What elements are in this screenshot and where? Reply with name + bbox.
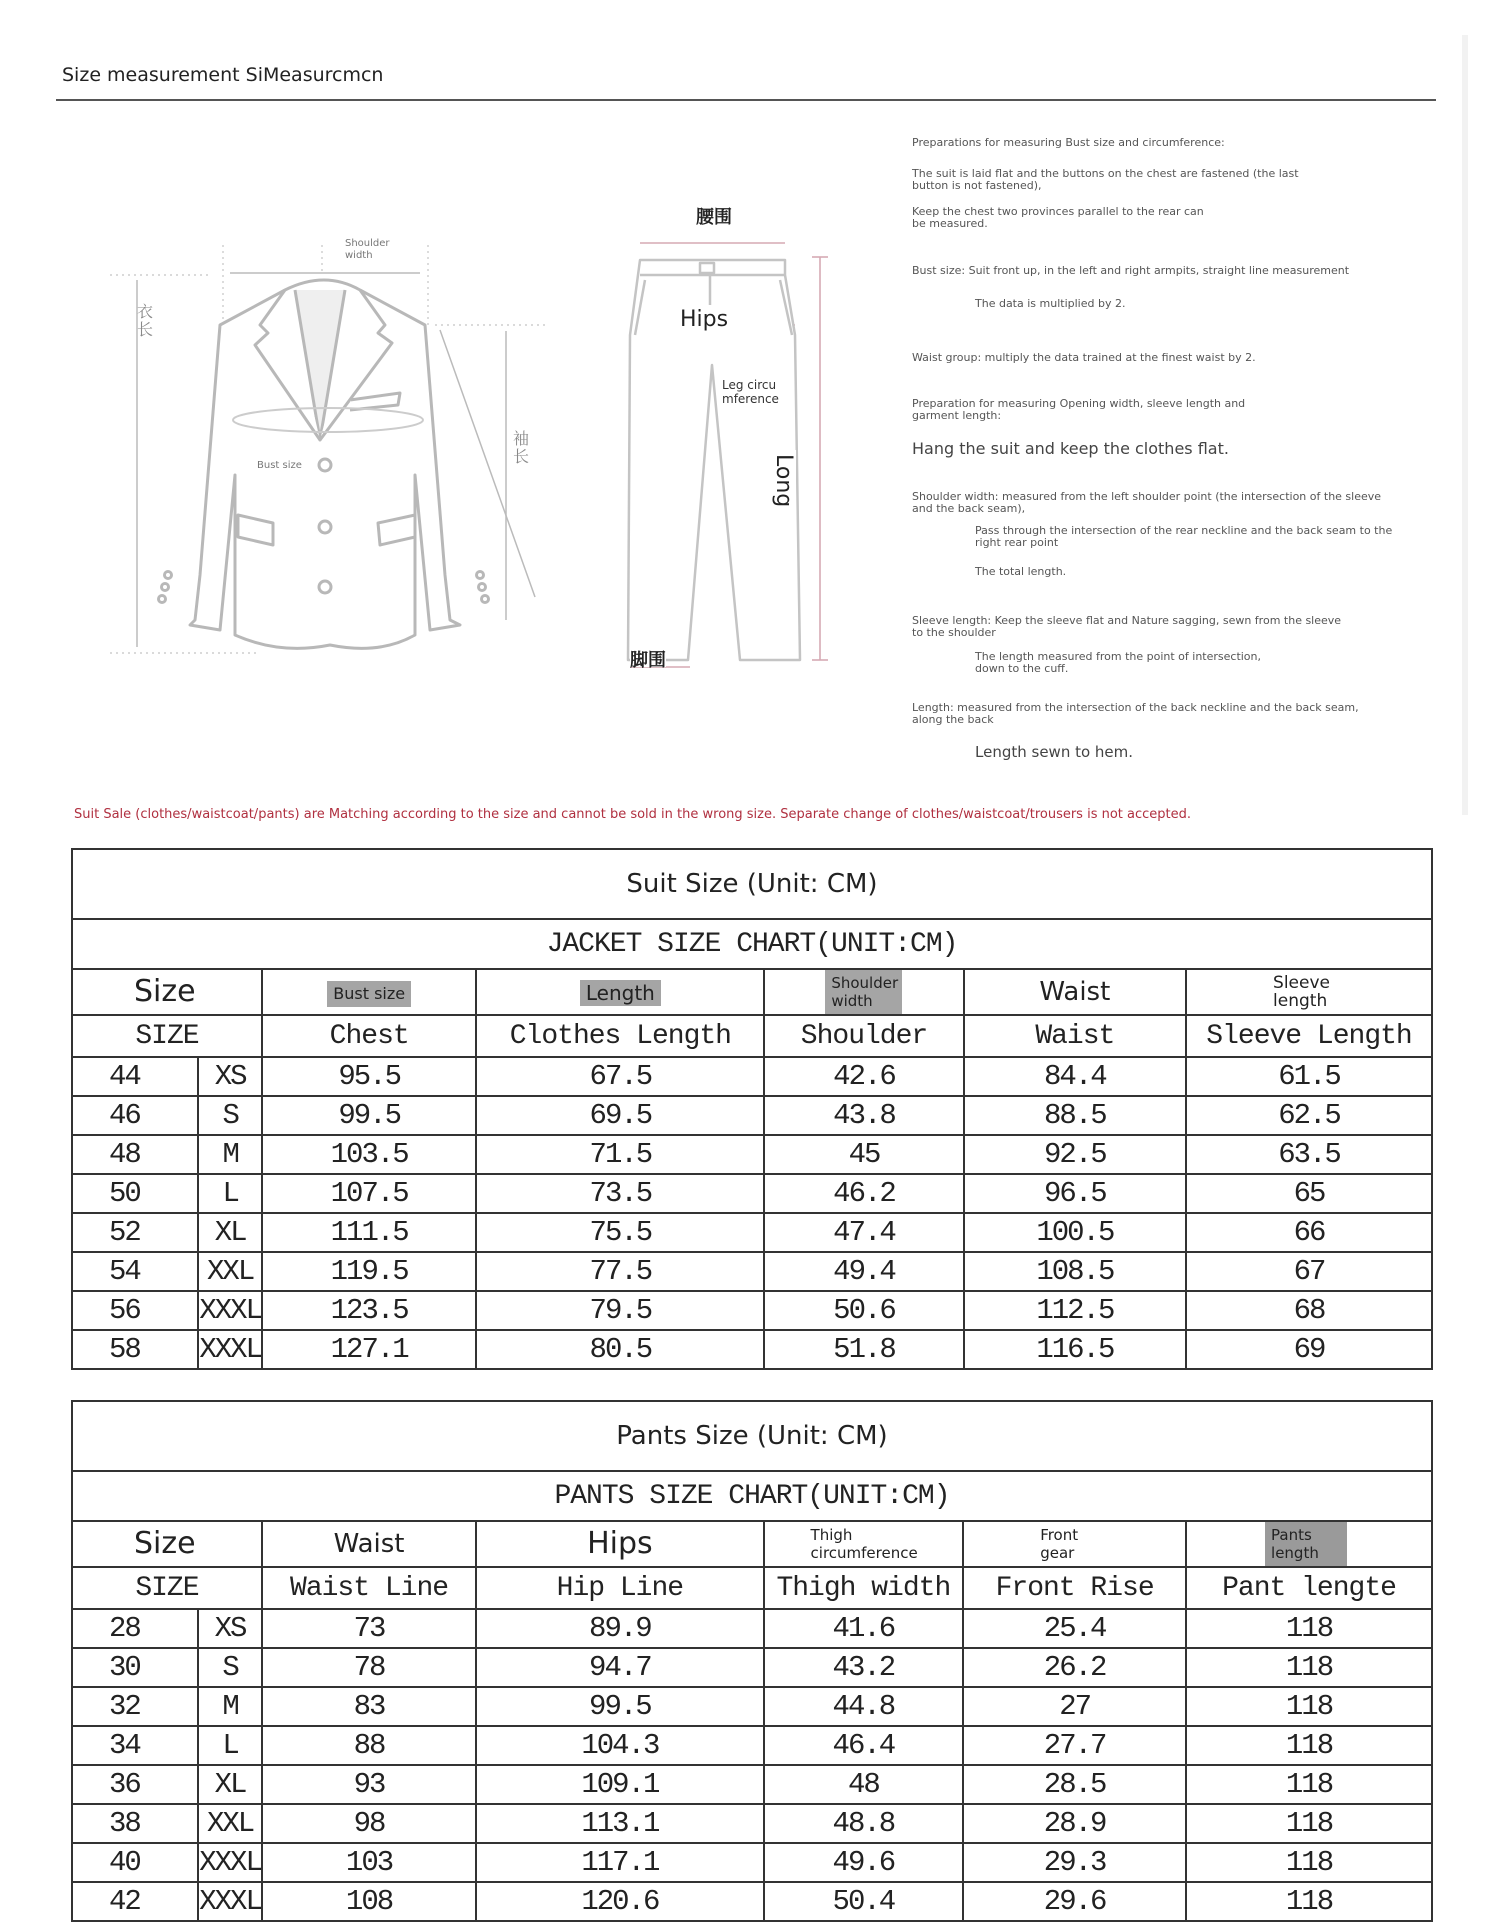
table-cell: M — [198, 1135, 262, 1174]
table-cell: 48 — [764, 1765, 964, 1804]
pants-illustration — [600, 215, 840, 685]
table-row — [72, 1765, 1432, 1804]
table-row — [72, 1804, 1432, 1843]
table-cell: 45 — [764, 1135, 963, 1174]
header-divider — [56, 99, 1436, 101]
table-cell: XL — [198, 1213, 262, 1252]
table-cell: XS — [198, 1057, 262, 1096]
header-sleeve-length: Sleeve Length — [1186, 1015, 1432, 1057]
table-cell: 68 — [1186, 1291, 1432, 1330]
pants-size-table — [71, 1400, 1433, 1922]
table-cell: 73.5 — [476, 1174, 764, 1213]
table-cell: 118 — [1186, 1882, 1432, 1921]
table-cell: 43.8 — [764, 1096, 963, 1135]
table-cell: 118 — [1186, 1726, 1432, 1765]
label-pants-length: Pants length — [1265, 1522, 1347, 1566]
jacket-header-row — [72, 1015, 1432, 1057]
table-cell: 103.5 — [262, 1135, 476, 1174]
table-cell: 108 — [262, 1882, 476, 1921]
table-row — [72, 1609, 1432, 1648]
instruction-14: Length: measured from the intersection of the back neckline and the back seam, along the back — [912, 701, 1359, 726]
table-cell: 100.5 — [964, 1213, 1186, 1252]
table-cell: 71.5 — [476, 1135, 764, 1174]
table-cell: 42.6 — [764, 1057, 963, 1096]
table-row — [72, 1291, 1432, 1330]
label-bust: Bust size — [327, 981, 411, 1007]
table-cell: 52 — [72, 1213, 198, 1252]
table-cell: 119.5 — [262, 1252, 476, 1291]
table-cell: 67 — [1186, 1252, 1432, 1291]
table-cell: 42 — [72, 1882, 198, 1921]
table-cell: 50 — [72, 1174, 198, 1213]
header-pant-length: Pant lengte — [1186, 1567, 1432, 1609]
table-cell: 69.5 — [476, 1096, 764, 1135]
table-cell: 118 — [1186, 1687, 1432, 1726]
table-cell: XXL — [198, 1804, 262, 1843]
table-cell: 27.7 — [963, 1726, 1186, 1765]
table-cell: 99.5 — [262, 1096, 476, 1135]
table-cell: 65 — [1186, 1174, 1432, 1213]
instruction-8: Hang the suit and keep the clothes flat. — [912, 439, 1229, 458]
table-cell: 123.5 — [262, 1291, 476, 1330]
table-cell: 75.5 — [476, 1213, 764, 1252]
table-cell: 118 — [1186, 1609, 1432, 1648]
table-cell: 61.5 — [1186, 1057, 1432, 1096]
instruction-11: The total length. — [975, 565, 1067, 578]
table-cell: 43.2 — [764, 1648, 964, 1687]
table-cell: 113.1 — [476, 1804, 763, 1843]
table-cell: 63.5 — [1186, 1135, 1432, 1174]
long-label: Long — [771, 450, 796, 511]
table-row — [72, 1882, 1432, 1921]
label-thigh: Thigh circumference — [810, 1526, 918, 1562]
table-cell: 26.2 — [963, 1648, 1186, 1687]
table-cell: 27 — [963, 1687, 1186, 1726]
table-cell: L — [198, 1174, 262, 1213]
table-cell: 88 — [262, 1726, 476, 1765]
page-title: Size measurement SiMeasurcmcn — [62, 64, 384, 86]
table-row — [72, 1843, 1432, 1882]
table-cell: 46.2 — [764, 1174, 963, 1213]
header-size: SIZE — [72, 1015, 262, 1057]
header-shoulder: Shoulder — [764, 1015, 963, 1057]
table-cell: 118 — [1186, 1804, 1432, 1843]
table-cell: 50.4 — [764, 1882, 964, 1921]
table-cell: 73 — [262, 1609, 476, 1648]
table-row — [72, 1057, 1432, 1096]
table-row — [72, 1687, 1432, 1726]
table-cell: 38 — [72, 1804, 198, 1843]
table-cell: 78 — [262, 1648, 476, 1687]
label-length: Length — [580, 980, 661, 1006]
table-cell: XXXL — [198, 1330, 262, 1369]
table-cell: 49.6 — [764, 1843, 964, 1882]
table-cell: 84.4 — [964, 1057, 1186, 1096]
table-cell: XXXL — [198, 1291, 262, 1330]
table-subtitle: JACKET SIZE CHART(UNIT:CM) — [72, 919, 1432, 969]
header-hip-line: Hip Line — [476, 1567, 763, 1609]
instruction-9: Shoulder width: measured from the left shoulder point (the intersection of the sleeve and the back seam), — [912, 490, 1382, 515]
label-hips: Hips — [587, 1526, 653, 1561]
table-cell: 107.5 — [262, 1174, 476, 1213]
leg-circumference-label: Leg circu mference — [722, 378, 779, 406]
pants-header-row — [72, 1567, 1432, 1609]
table-cell: 98 — [262, 1804, 476, 1843]
instruction-7: Preparation for measuring Opening width, sleeve length and garment length: — [912, 397, 1246, 422]
instruction-3: Keep the chest two provinces parallel to the rear can be measured. — [912, 205, 1204, 230]
table-cell: 28.5 — [963, 1765, 1186, 1804]
table-cell: 28.9 — [963, 1804, 1186, 1843]
table-cell: S — [198, 1648, 262, 1687]
table-cell: M — [198, 1687, 262, 1726]
table-cell: 66 — [1186, 1213, 1432, 1252]
table-cell: 80.5 — [476, 1330, 764, 1369]
table-cell: XXXL — [198, 1843, 262, 1882]
table-cell: 40 — [72, 1843, 198, 1882]
table-cell: 47.4 — [764, 1213, 963, 1252]
table-cell: 93 — [262, 1765, 476, 1804]
label-sleeve: Sleeve length — [1273, 973, 1330, 1011]
pants-diagram — [600, 207, 840, 685]
table-cell: 46.4 — [764, 1726, 964, 1765]
table-subtitle: PANTS SIZE CHART(UNIT:CM) — [72, 1471, 1432, 1521]
table-cell: 34 — [72, 1726, 198, 1765]
table-cell: 118 — [1186, 1648, 1432, 1687]
table-cell: S — [198, 1096, 262, 1135]
table-cell: 94.7 — [476, 1648, 763, 1687]
table-cell: 30 — [72, 1648, 198, 1687]
header-front-rise: Front Rise — [963, 1567, 1186, 1609]
table-cell: 118 — [1186, 1765, 1432, 1804]
table-title: Suit Size (Unit: CM) — [72, 849, 1432, 919]
table-cell: 79.5 — [476, 1291, 764, 1330]
table-title: Pants Size (Unit: CM) — [72, 1401, 1432, 1471]
label-size: Size — [134, 1526, 196, 1561]
table-row — [72, 1096, 1432, 1135]
header-size: SIZE — [72, 1567, 262, 1609]
label-shoulder: Shoulder width — [825, 970, 902, 1014]
table-cell: 117.1 — [476, 1843, 763, 1882]
label-waist: Waist — [333, 1529, 405, 1559]
clothes-length-cn-label: 衣长 — [137, 302, 154, 339]
header-waist: Waist — [964, 1015, 1186, 1057]
table-cell: 83 — [262, 1687, 476, 1726]
instruction-10: Pass through the intersection of the rear neckline and the back seam to the right rear point — [975, 524, 1393, 549]
table-cell: 77.5 — [476, 1252, 764, 1291]
label-waist: Waist — [1039, 977, 1111, 1007]
table-cell: 44 — [72, 1057, 198, 1096]
table-cell: 54 — [72, 1252, 198, 1291]
table-cell: 112.5 — [964, 1291, 1186, 1330]
table-cell: 44.8 — [764, 1687, 964, 1726]
table-cell: 109.1 — [476, 1765, 763, 1804]
table-cell: L — [198, 1726, 262, 1765]
table-cell: XXL — [198, 1252, 262, 1291]
instruction-2: The suit is laid flat and the buttons on the chest are fastened (the last button is not fastened), — [912, 167, 1299, 192]
table-cell: 96.5 — [964, 1174, 1186, 1213]
table-cell: 58 — [72, 1330, 198, 1369]
hips-label: Hips — [676, 307, 732, 332]
table-row — [72, 1174, 1432, 1213]
header-waist-line: Waist Line — [262, 1567, 476, 1609]
table-cell: 103 — [262, 1843, 476, 1882]
header-chest: Chest — [262, 1015, 476, 1057]
table-cell: 92.5 — [964, 1135, 1186, 1174]
table-cell: 56 — [72, 1291, 198, 1330]
table-cell: 89.9 — [476, 1609, 763, 1648]
table-cell: 28 — [72, 1609, 198, 1648]
shoulder-width-label: Shoulder width — [345, 238, 390, 261]
bust-size-label: Bust size — [257, 460, 302, 471]
jacket-diagram — [110, 225, 550, 665]
label-size: Size — [134, 974, 196, 1009]
table-cell: XXXL — [198, 1882, 262, 1921]
table-cell: 50.6 — [764, 1291, 963, 1330]
table-cell: 51.8 — [764, 1330, 963, 1369]
jacket-size-table — [71, 848, 1433, 1370]
instruction-1: Preparations for measuring Bust size and circumference: — [912, 136, 1225, 149]
table-cell: 62.5 — [1186, 1096, 1432, 1135]
header-thigh-width: Thigh width — [764, 1567, 964, 1609]
instruction-12: Sleeve length: Keep the sleeve flat and Nature sagging, sewn from the sleeve to the shoulder — [912, 614, 1342, 639]
sale-notice: Suit Sale (clothes/waistcoat/pants) are Matching according to the size and cannot be sold in the wrong size. Separate change of clothes/waistcoat/trousers is not accepted. — [74, 807, 1192, 822]
instruction-4: Bust size: Suit front up, in the left and right armpits, straight line measurement — [912, 264, 1350, 277]
header-clothes-length: Clothes Length — [476, 1015, 764, 1057]
table-row — [72, 1330, 1432, 1369]
table-cell: 108.5 — [964, 1252, 1186, 1291]
table-cell: 99.5 — [476, 1687, 763, 1726]
table-row — [72, 1726, 1432, 1765]
table-cell: 118 — [1186, 1843, 1432, 1882]
table-cell: 104.3 — [476, 1726, 763, 1765]
label-front-gear: Front gear — [1040, 1526, 1079, 1562]
table-cell: 116.5 — [964, 1330, 1186, 1369]
table-cell: 120.6 — [476, 1882, 763, 1921]
table-cell: 69 — [1186, 1330, 1432, 1369]
instruction-15: Length sewn to hem. — [975, 743, 1134, 761]
table-cell: 36 — [72, 1765, 198, 1804]
table-cell: 46 — [72, 1096, 198, 1135]
table-cell: 41.6 — [764, 1609, 964, 1648]
table-cell: 29.3 — [963, 1843, 1186, 1882]
table-cell: 49.4 — [764, 1252, 963, 1291]
table-row — [72, 1252, 1432, 1291]
table-cell: 111.5 — [262, 1213, 476, 1252]
table-row — [72, 1648, 1432, 1687]
table-cell: XL — [198, 1765, 262, 1804]
jacket-illustration — [110, 225, 550, 665]
hem-cn-label: 脚围 — [630, 650, 666, 671]
table-cell: 95.5 — [262, 1057, 476, 1096]
instruction-13: The length measured from the point of intersection, down to the cuff. — [975, 650, 1262, 675]
table-cell: 32 — [72, 1687, 198, 1726]
table-cell: 88.5 — [964, 1096, 1186, 1135]
waist-cn-label: 腰围 — [696, 207, 732, 228]
sleeve-length-cn-label: 袖长 — [513, 429, 530, 466]
table-cell: 67.5 — [476, 1057, 764, 1096]
table-cell: 127.1 — [262, 1330, 476, 1369]
table-cell: 48.8 — [764, 1804, 964, 1843]
frame-edge — [1462, 35, 1468, 815]
table-cell: 48 — [72, 1135, 198, 1174]
table-row — [72, 1213, 1432, 1252]
instruction-6: Waist group: multiply the data trained at the finest waist by 2. — [912, 351, 1256, 364]
table-cell: 25.4 — [963, 1609, 1186, 1648]
table-row — [72, 1135, 1432, 1174]
table-cell: 29.6 — [963, 1882, 1186, 1921]
instruction-5: The data is multiplied by 2. — [975, 297, 1126, 310]
table-cell: XS — [198, 1609, 262, 1648]
